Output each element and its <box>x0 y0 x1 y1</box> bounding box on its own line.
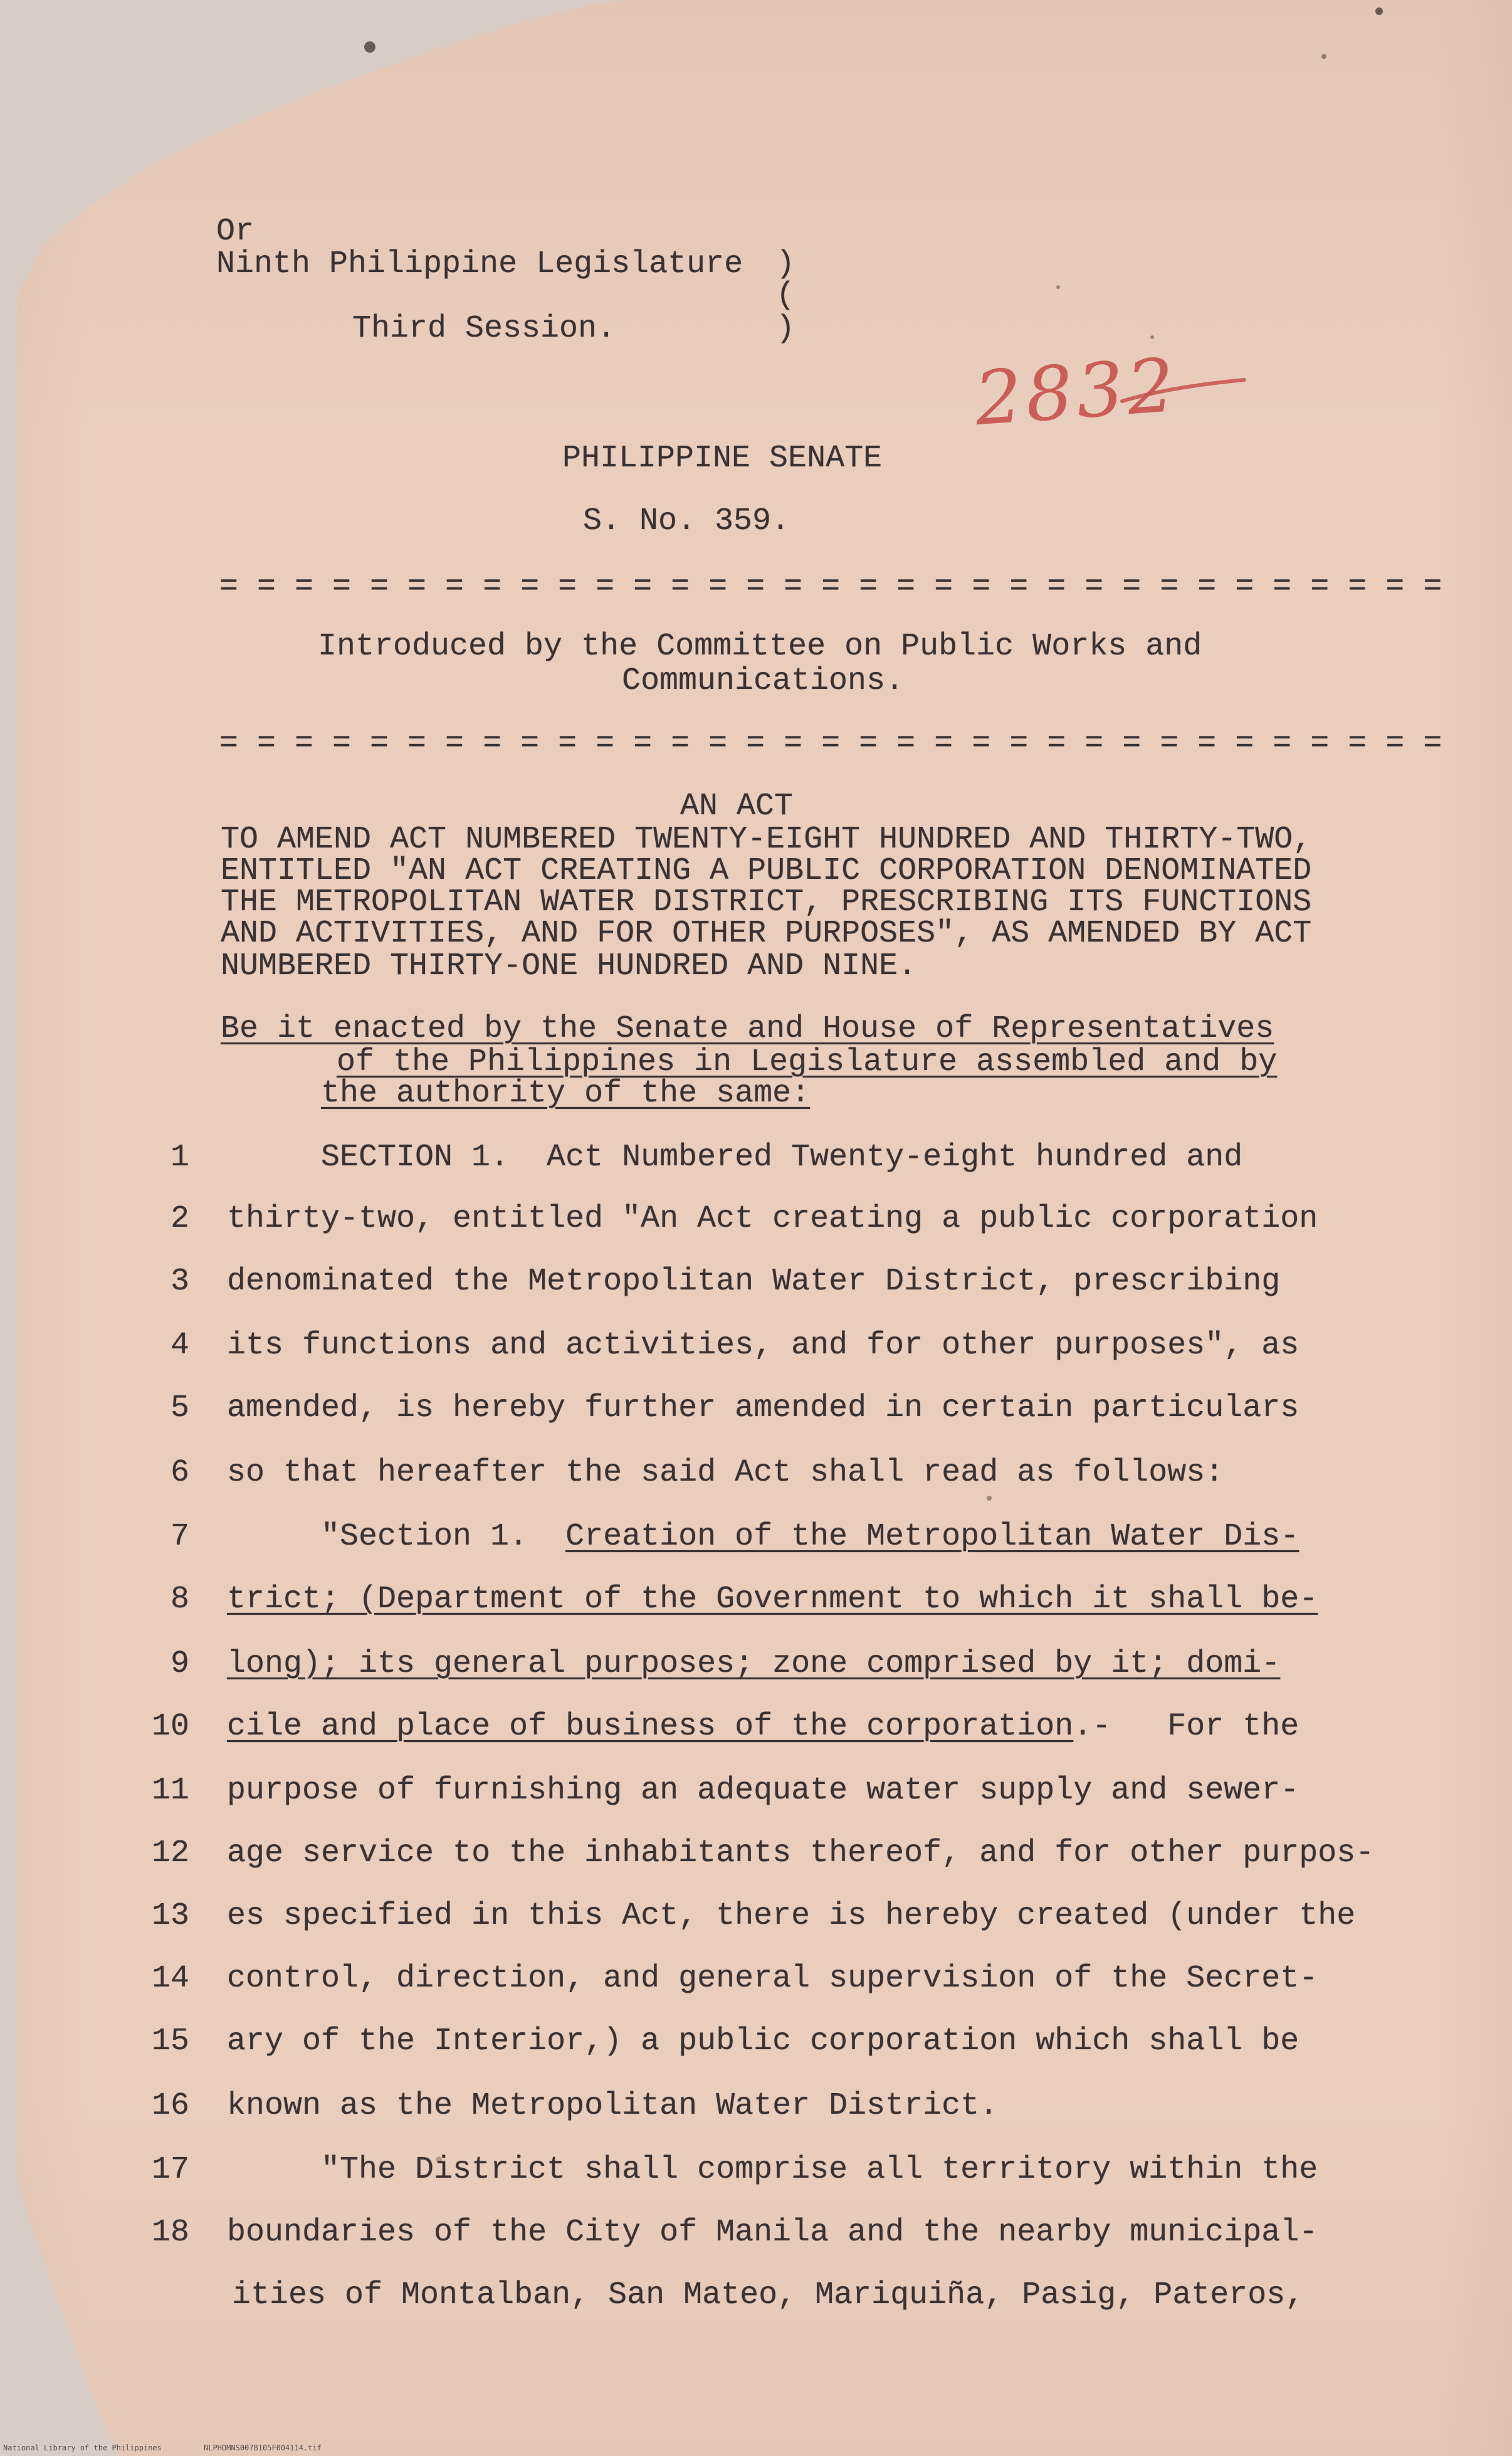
line-number: 3 <box>170 1264 189 1299</box>
legislature-line: Ninth Philippine Legislature <box>216 246 743 282</box>
line-text: age service to the inhabitants thereof, and for other purpos- <box>227 1835 1375 1871</box>
paper-speck <box>987 1496 992 1501</box>
paper-speck <box>1321 54 1326 59</box>
bracket-middle: ( <box>776 278 795 313</box>
line-text: thirty-two, entitled "An Act creating a public corporation <box>227 1201 1318 1237</box>
numbered-line <box>0 2023 1512 2064</box>
line-text: boundaries of the City of Manila and the nearby municipal- <box>227 2215 1318 2250</box>
section-heading-underlined: Creation of the Metropolitan Water Dis- <box>565 1519 1299 1555</box>
section-heading-underlined: cile and place of business of the corporation <box>227 1709 1074 1745</box>
unnumbered-line <box>0 2277 1512 2317</box>
introduction-line-2: Communications. <box>622 663 905 699</box>
numbered-line <box>0 1457 1512 1495</box>
footer-library: National Library of the Philippines <box>3 2443 162 2452</box>
numbered-line <box>0 2217 1512 2255</box>
numbered-line <box>0 1711 1512 1749</box>
line-number: 1 <box>170 1140 189 1175</box>
line-number: 5 <box>170 1390 189 1426</box>
separator-top: = = = = = = = = = = = = = = = = = = = = = = = = = = = = = = = = = <box>219 569 1442 605</box>
numbered-line <box>0 1646 1512 1686</box>
numbered-line <box>0 1835 1512 1876</box>
line-number: 11 <box>151 1773 189 1808</box>
line-text: so that hereafter the said Act shall read as follows: <box>227 1455 1224 1491</box>
line-text: es specified in this Act, there is hereby created (under the <box>227 1898 1356 1934</box>
numbered-line <box>0 1266 1512 1304</box>
bracket-bottom: ) <box>776 311 795 347</box>
act-title-line: AND ACTIVITIES, AND FOR OTHER PURPOSES", AS AMENDED BY ACT <box>221 916 1312 952</box>
line-number: 14 <box>151 1961 189 1997</box>
numbered-line <box>0 2154 1512 2192</box>
line-text: "The District shall comprise all territory within the <box>321 2152 1318 2188</box>
section-heading-underlined: long); its general purposes; zone comprised by it; domi- <box>227 1646 1281 1682</box>
numbered-line <box>0 1201 1512 1241</box>
chamber-title: PHILIPPINE SENATE <box>562 441 883 476</box>
line-number: 9 <box>170 1646 189 1682</box>
numbered-line <box>0 2088 1512 2128</box>
line-number: 17 <box>151 2152 189 2188</box>
numbered-line <box>0 1142 1512 1180</box>
paper-speck <box>1375 8 1383 15</box>
numbered-line <box>0 1330 1512 1368</box>
enacting-clause-line: the authority of the same: <box>321 1076 811 1111</box>
line-number: 18 <box>151 2215 189 2250</box>
separator-bottom: = = = = = = = = = = = = = = = = = = = = = = = = = = = = = = = = = <box>219 726 1442 762</box>
numbered-line <box>0 1390 1512 1430</box>
act-title-line: TO AMEND ACT NUMBERED TWENTY-EIGHT HUNDRED AND THIRTY-TWO, <box>221 822 1312 858</box>
paper-speck <box>1150 335 1154 339</box>
enacting-clause-line: of the Philippines in Legislature assembled and by <box>337 1044 1278 1080</box>
line-number: 13 <box>151 1898 189 1934</box>
line-number: 7 <box>170 1519 189 1555</box>
act-heading: AN ACT <box>680 789 794 824</box>
paper-speck <box>1056 285 1060 289</box>
line-number: 2 <box>170 1201 189 1237</box>
enacting-clause-line: Be it enacted by the Senate and House of Representatives <box>221 1011 1274 1047</box>
line-text: ary of the Interior,) a public corporation which shall be <box>227 2023 1299 2059</box>
line-text <box>321 1521 1299 1553</box>
introduction-line-1: Introduced by the Committee on Public Works and <box>318 629 1202 664</box>
section-heading-underlined: trict; (Department of the Government to which it shall be- <box>227 1582 1318 1617</box>
line-text: purpose of furnishing an adequate water supply and sewer- <box>227 1773 1299 1808</box>
line-number: 4 <box>170 1328 189 1363</box>
bill-number: S. No. 359. <box>583 503 790 539</box>
numbered-line <box>0 1898 1512 1938</box>
line-number: 16 <box>151 2088 189 2124</box>
numbered-line <box>0 1963 1512 2001</box>
section-label: "Section 1. <box>321 1519 566 1555</box>
or-mark: Or <box>216 214 255 249</box>
line-text: amended, is hereby further amended in certain particulars <box>227 1390 1299 1426</box>
line-text <box>227 1711 1299 1743</box>
line-text-continuation: .- For the <box>1073 1709 1299 1745</box>
line-number: 6 <box>170 1455 189 1491</box>
line-number: 8 <box>170 1582 189 1617</box>
line-text: SECTION 1. Act Numbered Twenty-eight hundred and <box>321 1140 1243 1175</box>
line-text: control, direction, and general supervision of the Secret- <box>227 1961 1318 1997</box>
act-title-line: ENTITLED "AN ACT CREATING A PUBLIC CORPORATION DENOMINATED <box>221 853 1312 889</box>
numbered-line <box>0 1521 1512 1559</box>
numbered-line <box>0 1775 1512 1813</box>
act-title-line: THE METROPOLITAN WATER DISTRICT, PRESCRIBING ITS FUNCTIONS <box>221 884 1312 920</box>
line-number: 12 <box>151 1835 189 1871</box>
footer-file-id: NLPHOMNS007B105F004114.tif <box>204 2443 322 2452</box>
paper-speck <box>364 41 375 53</box>
line-text: its functions and activities, and for other purposes", as <box>227 1328 1299 1363</box>
bracket-top: ) <box>776 246 795 282</box>
line-number: 15 <box>151 2023 189 2059</box>
session-line: Third Session. <box>352 311 616 347</box>
line-text: denominated the Metropolitan Water District, prescribing <box>227 1264 1281 1299</box>
line-number: 10 <box>151 1709 189 1745</box>
act-title-line: NUMBERED THIRTY-ONE HUNDRED AND NINE. <box>221 948 917 984</box>
line-text: ities of Montalban, San Mateo, Mariquiña, Pasig, Pateros, <box>232 2277 1305 2313</box>
numbered-line <box>0 1584 1512 1622</box>
handwritten-annotation: 2832 <box>972 341 1181 443</box>
line-text: known as the Metropolitan Water District. <box>227 2088 999 2124</box>
